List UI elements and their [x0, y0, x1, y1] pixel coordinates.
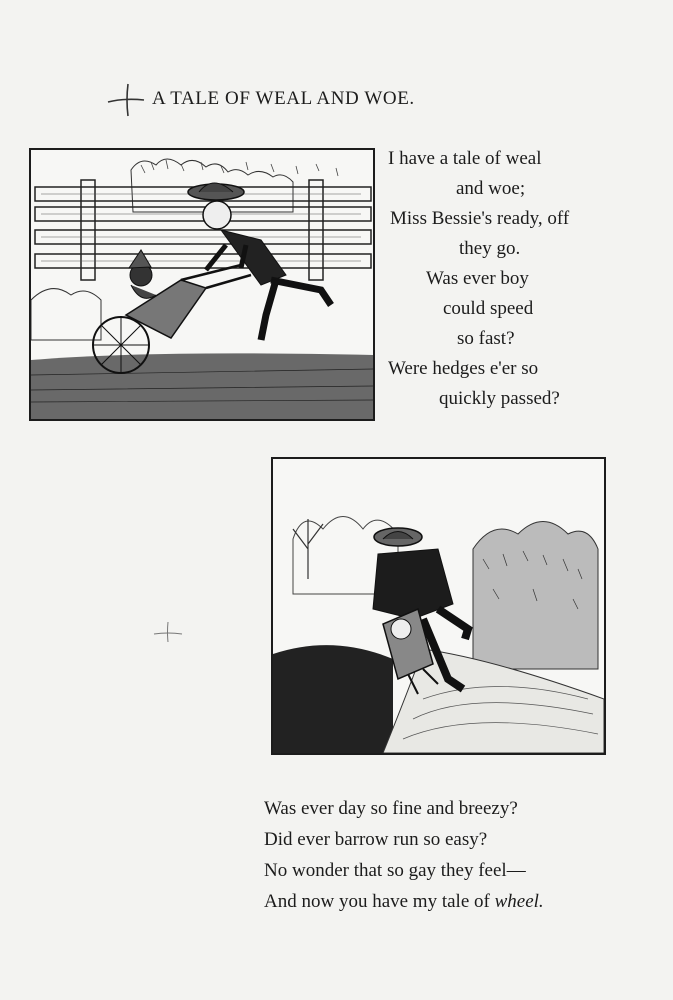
- illustration-wheelbarrow-fence: [29, 148, 375, 421]
- pencil-mark-icon: [104, 80, 150, 120]
- illustration-wheelbarrow-lane: [271, 457, 606, 755]
- verse-stanza-1: [380, 144, 612, 414]
- pencil-mark-icon: [150, 618, 186, 646]
- verse-line: so fast?: [457, 328, 515, 349]
- verse-line: and woe;: [456, 178, 526, 199]
- verse-line: quickly passed?: [439, 388, 560, 409]
- verse-line-text: And now you have my tale of: [264, 891, 495, 912]
- verse-line: Was ever boy: [426, 268, 529, 289]
- verse-line: Was ever day so fine and breezy?: [264, 798, 518, 819]
- verse-line: Were hedges e'er so: [388, 358, 539, 379]
- verse-emphasis: wheel.: [494, 891, 544, 912]
- verse-line: Miss Bessie's ready, off: [390, 208, 570, 229]
- verse-line: they go.: [459, 238, 521, 259]
- verse-stanza-2: [264, 793, 624, 917]
- verse-line: [264, 886, 624, 917]
- verse-line: Did ever barrow run so easy?: [264, 829, 488, 850]
- verse-line: I have a tale of weal: [388, 148, 542, 169]
- verse-line: No wonder that so gay they feel—: [264, 860, 526, 881]
- verse-line: could speed: [443, 298, 534, 319]
- page-title: A TALE OF WEAL AND WOE.: [152, 88, 415, 109]
